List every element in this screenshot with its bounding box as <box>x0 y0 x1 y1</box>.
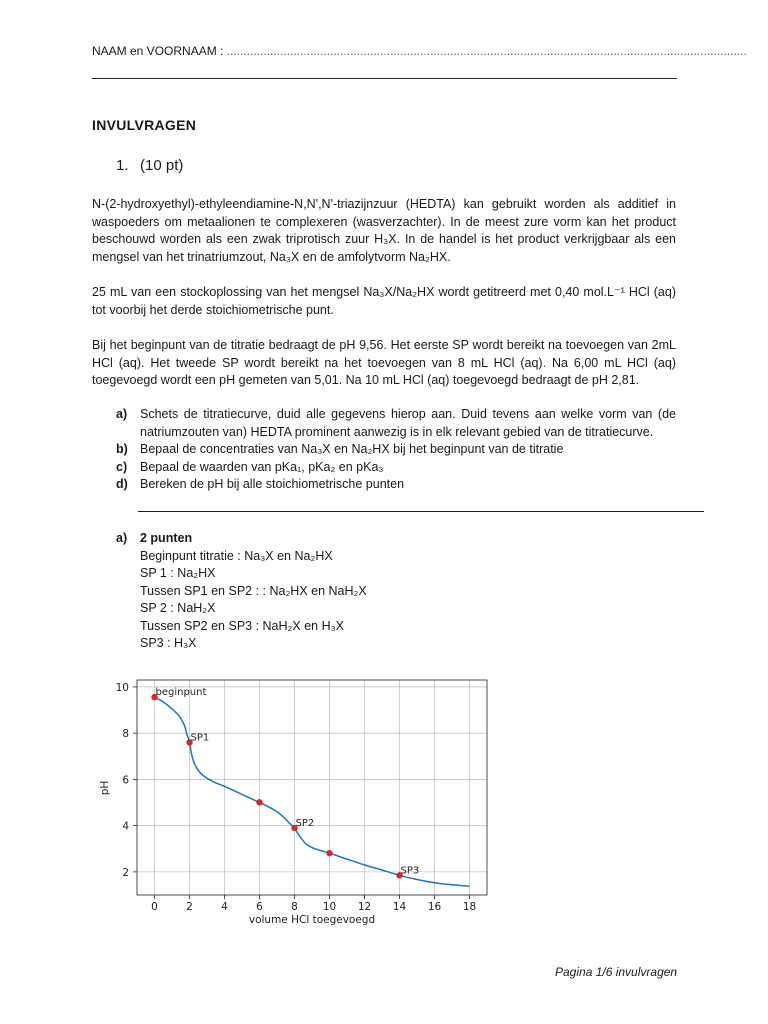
answer-line: SP 1 : Na₂HX <box>140 566 216 580</box>
subquestion-d <box>116 476 676 494</box>
titration-chart <box>92 672 502 932</box>
chart-points <box>151 687 419 878</box>
answer-a <box>116 530 676 653</box>
answer-label: a) <box>116 531 128 545</box>
x-tick-label: 6 <box>256 901 263 913</box>
subquestion-label: b) <box>116 442 128 456</box>
x-tick-label: 18 <box>462 901 477 913</box>
question-points: (10 pt) <box>140 157 184 174</box>
section-title: INVULVRAGEN <box>92 117 197 133</box>
subquestion-text: Bepaal de waarden van pKa₁, pKa₂ en pKa₃ <box>140 459 384 474</box>
subquestion-list <box>116 406 676 494</box>
x-tick-label: 2 <box>186 901 193 913</box>
x-tick-label: 4 <box>221 901 228 913</box>
chart-y-label: pH <box>99 780 111 796</box>
subquestion-label: c) <box>116 459 128 474</box>
subquestion-text: Bereken de pH bij alle stoichiometrische punten <box>140 477 405 491</box>
paragraph-intro: N-(2-hydroxyethyl)-ethyleendiamine-N,N',N'-triazijnzuur (HEDTA) kan gebruikt worden als additief in waspoeders om metaalionen te complexeren (wasverzachter). In de meest zure vorm kan het product beschouwd worden als een zwak triprotisch zuur H₃X. In de handel is het product verkrijgbaar als een mengsel van het trinatriumzout, Na₃X en de amfolytvorm Na₂HX. <box>92 197 676 264</box>
paragraph-stock: 25 mL van een stockoplossing van het mengsel Na₃X/Na₂HX wordt getitreerd met 0,40 mol.L⁻¹ HCl (aq) tot voorbij het derde stoichiometrische punt. <box>92 285 676 317</box>
subquestion-text: Schets de titratiecurve, duid alle gegevens hierop aan. Duid tevens aan welke vorm van (de natriumzouten van) HEDTA prominent aanwezig is in elk relevant gebied van de titratiecurve. <box>140 407 676 439</box>
subquestion-b <box>116 441 676 459</box>
paragraph-titration: Bij het beginpunt van de titratie bedraagt de pH 9,56. Het eerste SP wordt bereikt na toevoegen van 2mL HCl (aq). Het tweede SP wordt bereikt na het toevoegen van 8 mL HCl (aq). Na 6,00 mL HCl (aq) toegevoegd wordt een pH gemeten van 5,01. Na 10 mL HCl (aq) toegevoegd bedraagt de pH 2,81. <box>92 338 676 387</box>
name-field-line <box>92 44 747 58</box>
titration-curve-line <box>155 697 470 886</box>
answer-line: SP3 : H₃X <box>140 636 197 650</box>
answer-line: SP 2 : NaH₂X <box>140 601 216 615</box>
data-point <box>256 799 262 805</box>
answer-title: 2 punten <box>140 531 193 545</box>
x-tick-label: 16 <box>427 901 442 913</box>
question-number: 1. <box>116 157 129 174</box>
y-tick-label: 6 <box>122 774 129 787</box>
name-label: NAAM en VOORNAAM : <box>92 44 224 58</box>
chart-ticks <box>116 682 477 913</box>
page-footer: Pagina 1/6 invulvragen <box>555 965 678 979</box>
x-tick-label: 14 <box>392 901 407 913</box>
point-label: SP2 <box>295 817 315 829</box>
answer-line: Beginpunt titratie : Na₃X en Na₂HX <box>140 548 333 563</box>
y-tick-label: 8 <box>122 728 129 741</box>
x-tick-label: 0 <box>151 901 158 913</box>
answer-line: Tussen SP1 en SP2 : : Na₂HX en NaH₂X <box>140 583 367 598</box>
subquestion-label: d) <box>116 477 128 491</box>
header-rule <box>92 78 677 79</box>
x-tick-label: 10 <box>322 901 337 913</box>
data-point <box>326 850 332 856</box>
point-label: SP1 <box>190 732 210 744</box>
y-tick-label: 4 <box>122 820 129 833</box>
x-tick-label: 12 <box>357 901 372 913</box>
subquestion-a <box>116 406 676 441</box>
chart-grid <box>137 680 487 895</box>
point-label: beginpunt <box>155 687 207 699</box>
subquestion-label: a) <box>116 407 128 421</box>
name-dots: ............................................................................................................................................................ <box>226 44 747 58</box>
subquestion-c <box>116 459 676 477</box>
answer-rule <box>138 511 704 512</box>
x-tick-label: 8 <box>291 901 298 913</box>
chart-x-label: volume HCl toegevoegd <box>248 914 376 926</box>
point-label: SP3 <box>400 865 420 877</box>
y-tick-label: 10 <box>115 681 129 694</box>
y-tick-label: 2 <box>122 866 129 879</box>
subquestion-text: Bepaal de concentraties van Na₃X en Na₂HX bij het beginpunt van de titratie <box>140 442 564 456</box>
answer-line: Tussen SP2 en SP3 : NaH₂X en H₃X <box>140 618 345 633</box>
